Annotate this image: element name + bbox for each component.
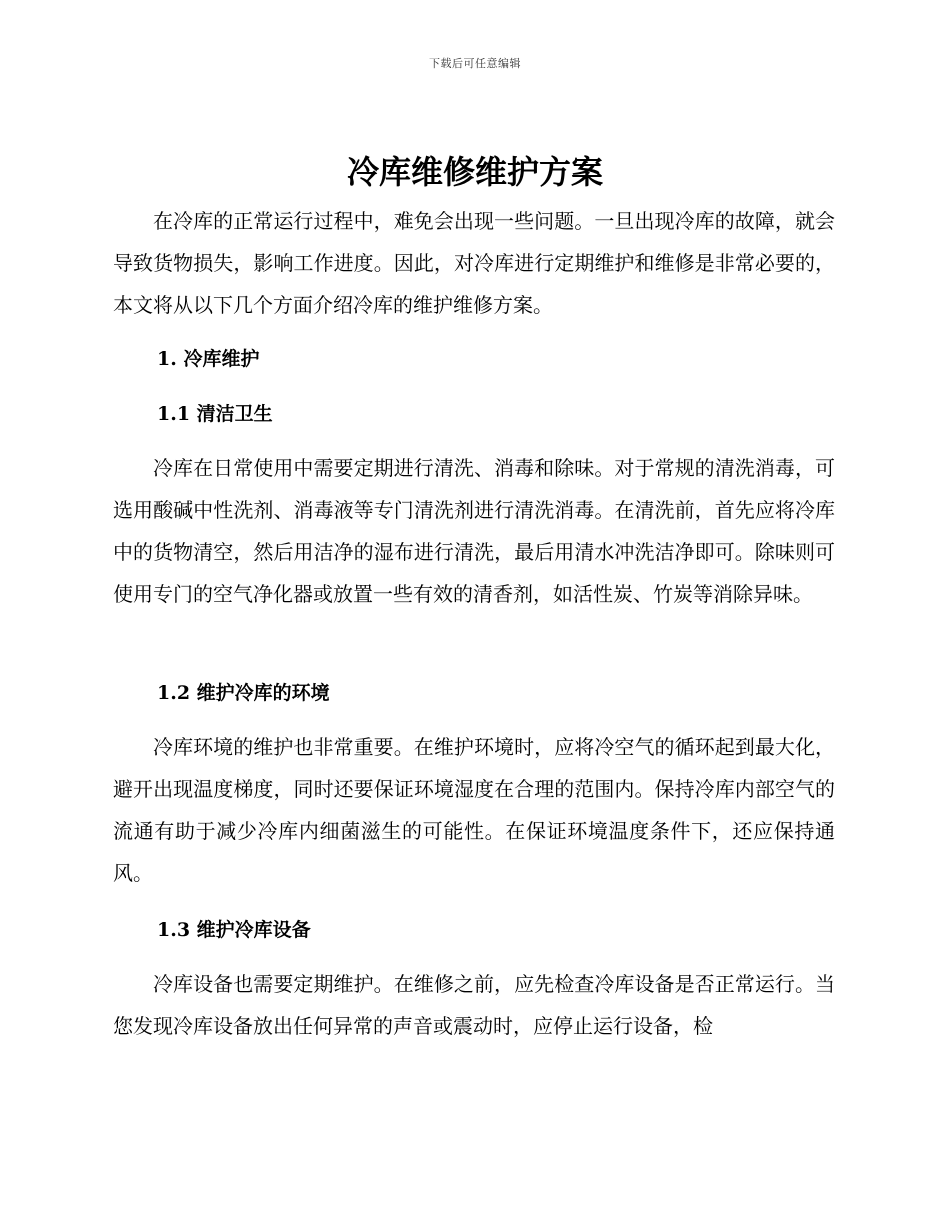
section-heading-1: 1. 冷库维护 [157, 348, 260, 370]
subsection-body-1-2: 冷库环境的维护也非常重要。在维护环境时，应将冷空气的循环起到最大化，避开出现温度梯度，同时还要保证环境湿度在合理的范围内。保持冷库内部空气的流通有助于减少冷库内细菌滋生的可能性。在保证环境温度条件下，还应保持通风。 [113, 735, 835, 885]
intro-paragraph: 在冷库的正常运行过程中，难免会出现一些问题。一旦出现冷库的故障，就会导致货物损失，影响工作进度。因此，对冷库进行定期维护和维修是非常必要的，本文将从以下几个方面介绍冷库的维护维修方案。 [113, 209, 835, 317]
subsection-heading-1-1: 1.1 清洁卫生 [157, 403, 273, 425]
document-title: 冷库维修维护方案 [346, 153, 603, 191]
subsection-heading-1-2: 1.2 维护冷库的环境 [157, 682, 330, 704]
subsection-body-1-3: 冷库设备也需要定期维护。在维修之前，应先检查冷库设备是否正常运行。当您发现冷库设备放出任何异常的声音或震动时，应停止运行设备，检 [113, 972, 835, 1038]
subsection-heading-1-3: 1.3 维护冷库设备 [157, 919, 311, 941]
header-note: 下载后可任意编辑 [429, 57, 521, 70]
subsection-body-1-1: 冷库在日常使用中需要定期进行清洗、消毒和除味。对于常规的清洗消毒，可选用酸碱中性洗剂、消毒液等专门清洗剂进行清洗消毒。在清洗前，首先应将冷库中的货物清空，然后用洁净的湿布进行清洗，最后用清水冲洗洁净即可。除味则可使用专门的空气净化器或放置一些有效的清香剂，如活性炭、竹炭等消除异味。 [113, 456, 835, 606]
